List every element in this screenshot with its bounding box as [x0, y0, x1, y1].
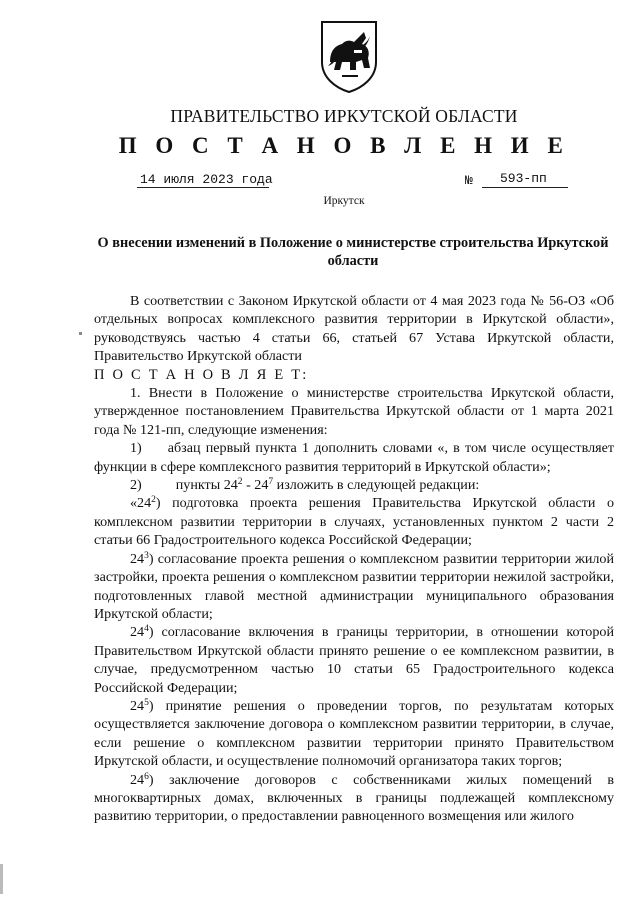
organization-name: ПРАВИТЕЛЬСТВО ИРКУТСКОЙ ОБЛАСТИ — [170, 106, 518, 126]
number-underline — [482, 187, 568, 188]
scan-margin-mark — [0, 864, 3, 894]
number-sign: № — [465, 173, 473, 188]
coat-of-arms-emblem — [318, 18, 380, 94]
point-24-5-number: 24 — [130, 697, 145, 714]
date-underline — [137, 187, 269, 188]
point-24-3-number: 24 — [130, 550, 145, 567]
document-body — [94, 292, 614, 826]
point-24-3-paragraph — [94, 550, 614, 624]
subitem-2-sup-2: 7 — [268, 477, 274, 488]
point-24-6-text: ) заключение договоров с собственниками жилых помещений в многоквартирных домах, включенных в границы подлежащей комплексному развитию территории, о предоставлении равноценного возмещения или жилого — [94, 771, 614, 825]
subitem-2-text-c: изложить в следующей редакции: — [273, 477, 480, 494]
subitem-2-text-b: - 24 — [242, 477, 269, 494]
city-name: Иркутск — [323, 195, 365, 207]
subitem-2-paragraph — [94, 476, 614, 494]
subitem-2-number: 2) — [130, 477, 142, 494]
subitem-2-text-a: пункты 24 — [175, 477, 238, 494]
subitem-1-paragraph — [94, 439, 614, 476]
scan-margin-mark — [79, 332, 82, 335]
item-1-paragraph: 1. Внести в Положение о министерстве строительства Иркутской области, утвержденное постановлением Правительства Иркутской области от 1 марта 2021 года № 121-пп, следующие изменения: — [94, 385, 614, 438]
point-24-6-paragraph — [94, 771, 614, 826]
intro-paragraph: В соответствии с Законом Иркутской области от 4 мая 2023 года № 56-ОЗ «Об отдельных вопросах комплексного развития территории в Иркутской области», руководствуясь частью 4 статьи 66, статьей 67 Устава Иркутской области, Правительство Иркутской области — [94, 293, 614, 365]
point-24-3-sup: 3 — [144, 550, 149, 561]
subitem-1-number: 1) — [130, 440, 142, 457]
point-24-4-paragraph — [94, 623, 614, 697]
decree-word: П О С Т А Н О В Л Я Е Т: — [94, 366, 309, 383]
point-24-5-sup: 5 — [144, 697, 149, 708]
point-24-4-text: ) согласование включения в границы территории, в отношении которой Правительством Иркутской области принято решение о ее комплексном развитии, в случае, предусмотренном частью 10 статьи 65 Градостроительного кодекса Российской Федерации; — [94, 624, 614, 696]
point-24-4-sup: 4 — [144, 624, 149, 635]
point-24-4-number: 24 — [130, 624, 145, 641]
point-24-2-number: «24 — [130, 495, 152, 512]
point-24-3-text: ) согласование проекта решения о комплексном развитии территории жилой застройки, проекта решения о комплексном развитии территории нежилой застройки, подготовленных главой местной администрации муниципального образования Иркутской области; — [94, 550, 614, 622]
point-24-6-number: 24 — [130, 771, 145, 788]
point-24-2-paragraph — [94, 494, 614, 549]
subitem-2-sup-1: 2 — [237, 477, 243, 488]
document-subject: О внесении изменений в Положение о министерстве строительства Иркутской области — [97, 235, 609, 269]
document-number: 593-пп — [500, 171, 547, 186]
point-24-2-text: ) подготовка проекта решения Правительства Иркутской области о комплексном развитии территории в случаях, установленных пунктом 2 части 2 статьи 66 Градостроительного кодекса Российской Федерации; — [94, 495, 614, 549]
subitem-1-text: абзац первый пункта 1 дополнить словами «, в том числе осуществляет функции в сфере комплексного развития территорий в Иркутской области»; — [94, 440, 614, 475]
point-24-5-paragraph — [94, 697, 614, 771]
point-24-6-sup: 6 — [144, 771, 149, 782]
point-24-2-sup: 2 — [151, 495, 156, 506]
document-date: 14 июля 2023 года — [140, 172, 273, 187]
document-type: П О С Т А Н О В Л Е Н И Е — [118, 133, 570, 158]
point-24-5-text: ) принятие решения о проведении торгов, по результатам которых осуществляется заключение договора о комплексном развитии территории, в случае, если решение о комплексном развитии территории принято Правительством Иркутской области, и осуществление полномочий организатора таких торгов; — [94, 697, 614, 770]
